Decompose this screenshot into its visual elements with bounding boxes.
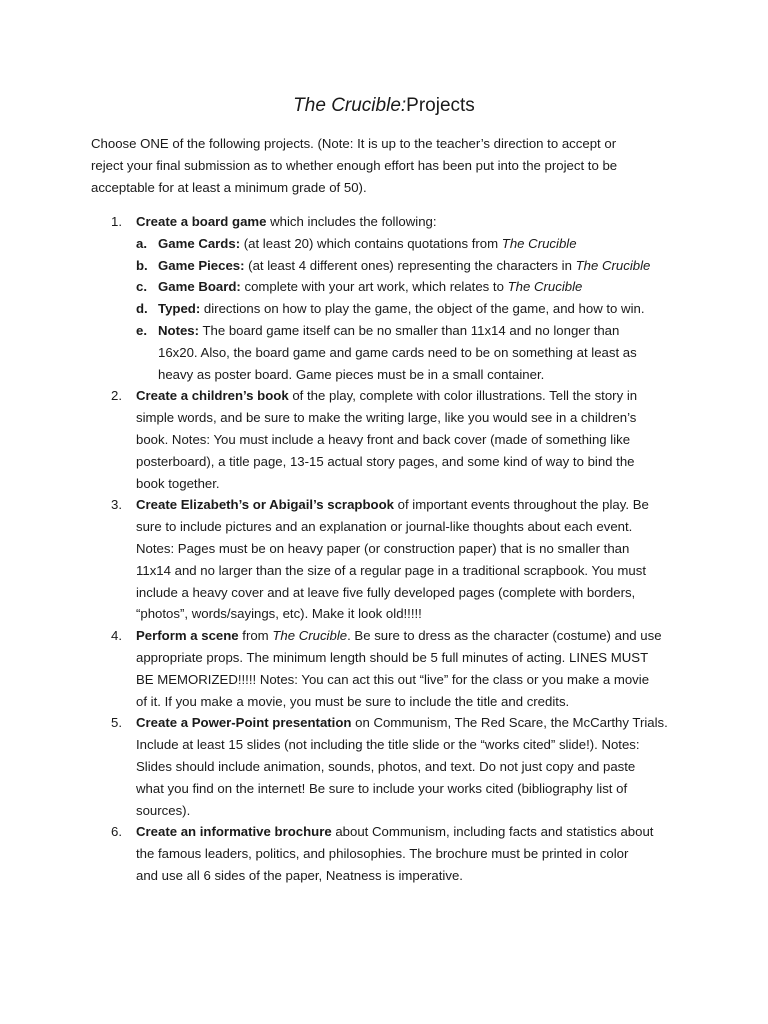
sub-item-typed: d. Typed: directions on how to play the game, the object of the game, and how to win.	[136, 298, 691, 320]
sub-letter: c.	[136, 279, 147, 295]
sub-heading: Typed:	[158, 301, 201, 317]
item-heading: Create Elizabeth’s or Abigail’s scrapbook	[136, 497, 394, 513]
project-list	[91, 211, 691, 887]
sub-heading: Game Board:	[158, 279, 241, 295]
sub-item-game-pieces: b. Game Pieces: (at least 4 different ones) representing the characters in The Crucible	[136, 255, 691, 277]
sub-heading: Notes:	[158, 322, 200, 338]
intro-paragraph	[91, 133, 691, 198]
item-heading: Create an informative brochure	[136, 824, 332, 840]
sub-item-game-board: c. Game Board: complete with your art work, which relates to The Crucible	[136, 276, 691, 298]
item-number: 3.	[111, 497, 122, 513]
item-heading: Perform a scene	[136, 628, 239, 644]
item-heading: Create a children’s book	[136, 388, 289, 404]
project-item-scrapbook: 3. Create Elizabeth’s or Abigail’s scrapbook of important events throughout the play. Be sure to include pictures and an explanation or journal-like thoughts about each event. Notes: Pages must be on heavy paper (or construction paper) that is no smaller than 11x14 and no larger than the size of a regular page in a traditional scrapbook. You must include a heavy cover and at leave five fully developed pages (complete with borders, “photos”, words/sayings, etc). Make it look old!!!!!	[91, 494, 691, 625]
project-item-board-game	[91, 211, 691, 385]
sub-letter: a.	[136, 235, 147, 251]
project-item-childrens-book: 2. Create a children’s book of the play, complete with color illustrations. Tell the story in simple words, and be sure to make the writing large, like you would see in a children’s book. Notes: You must include a heavy front and back cover (made of something like posterboard), a title page, 13-15 actual story pages, and some kind of way to bind the book together.	[91, 385, 691, 494]
intro-line: reject your final submission as to whether enough effort has been put into the project to be	[91, 157, 618, 173]
sub-item-notes: e. Notes: The board game itself can be no smaller than 11x14 and no longer than 16x20. Also, the board game and game cards need to be on something at least as heavy as poster board. Game pieces must be in a small container.	[136, 320, 691, 385]
item-number: 5.	[111, 715, 122, 731]
sub-letter: e.	[136, 322, 147, 338]
sub-heading: Game Pieces:	[158, 257, 245, 273]
title-rest: Projects	[406, 95, 475, 116]
page-title	[0, 94, 768, 118]
sub-item-game-cards: a. Game Cards: (at least 20) which contains quotations from The Crucible	[136, 233, 691, 255]
item-number: 1.	[111, 214, 122, 229]
sub-letter: d.	[136, 301, 148, 317]
item-heading: Create a Power-Point presentation	[136, 715, 352, 731]
item-number: 6.	[111, 824, 122, 840]
item-number: 2.	[111, 388, 122, 404]
item-heading: Create a board game	[136, 214, 267, 229]
intro-line: acceptable for at least a minimum grade of 50).	[91, 179, 367, 195]
intro-line: Choose ONE of the following projects. (Note: It is up to the teacher’s direction to accept or	[91, 136, 617, 151]
sub-heading: Game Cards:	[158, 235, 241, 251]
project-item-powerpoint: 5. Create a Power-Point presentation on Communism, The Red Scare, the McCarthy Trials. Include at least 15 slides (not including the title slide or the “works cited” slide!). Notes: Slides should include animation, sounds, photos, and text. Do not just copy and paste what you find on the internet! Be sure to include your works cited (bibliography list of sources).	[91, 712, 691, 821]
item-line: Create a board game which includes the following:	[136, 214, 437, 229]
item-number: 4.	[111, 628, 122, 644]
project-item-brochure: 6. Create an informative brochure about Communism, including facts and statistics about the famous leaders, politics, and philosophies. The brochure must be printed in color and use all 6 sides of the paper, Neatness is imperative.	[91, 821, 691, 886]
project-item-perform-scene: 4. Perform a scene from The Crucible. Be sure to dress as the character (costume) and use appropriate props. The minimum length should be 5 full minutes of acting. LINES MUST BE MEMORIZED!!!!! Notes: You can act this out “live” for the class or you make a movie of it. If you make a movie, you must be sure to include the title and credits.	[91, 625, 691, 712]
sub-letter: b.	[136, 257, 148, 273]
title-italic: The Crucible:	[293, 95, 407, 116]
